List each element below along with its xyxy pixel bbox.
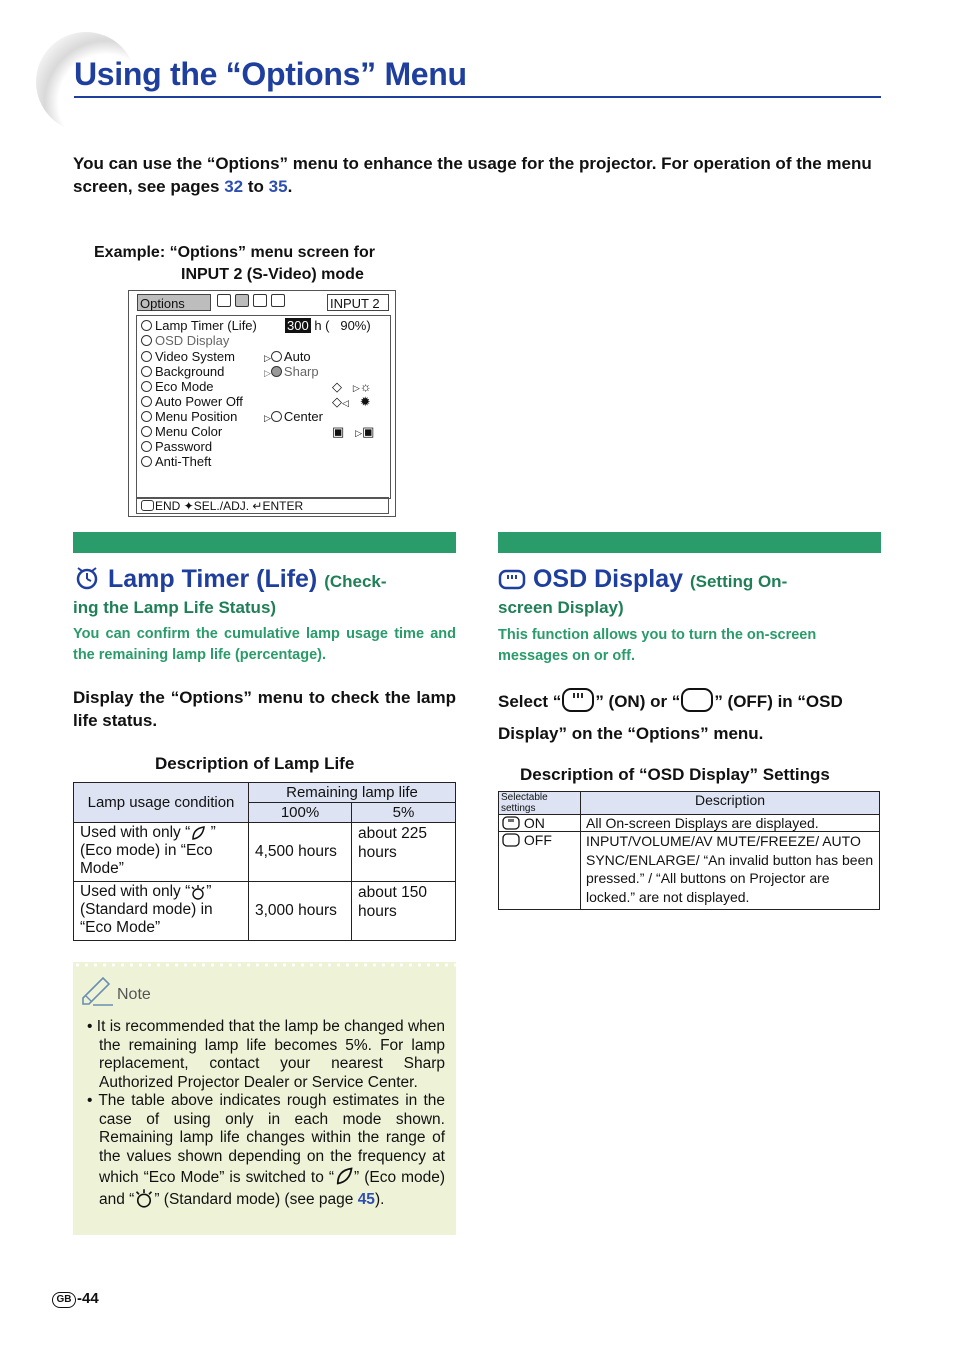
table-header-description: Description xyxy=(581,792,880,815)
condition-text: Used with only “ xyxy=(80,883,191,900)
note-box xyxy=(73,962,456,1235)
menu-item-background xyxy=(141,364,224,379)
osd-display-icon xyxy=(141,335,152,346)
osd-title-line xyxy=(498,563,881,598)
auto-power-off-icons: ◇◁ ✹ xyxy=(332,394,371,409)
osd-on-icon xyxy=(502,816,520,830)
osd-instruction-text: ” (OFF) in “OSD Display” on the “Options” menu. xyxy=(498,692,843,743)
menu-item-label: Auto Power Off xyxy=(155,394,243,409)
menu-item-label: OSD Display xyxy=(155,333,230,348)
lamp-title: Lamp Timer (Life) xyxy=(107,565,318,593)
note-bullet-1: • It is recommended that the lamp be changed when the remaining lamp life becomes 5%. For lamp replacement, contact your nearest Sharp Authorized Projector Dealer or Service Center. xyxy=(87,1018,446,1091)
osd-instruction xyxy=(498,686,881,750)
note-bullet-2-text: ” (Eco mode) and “ xyxy=(99,1169,445,1208)
lamp-section-heading xyxy=(73,563,456,618)
table-row xyxy=(74,882,456,941)
menu-item-label: Lamp Timer (Life) xyxy=(155,318,257,333)
osd-subtitle: screen Display) xyxy=(498,598,624,617)
menu-item-lamp-timer xyxy=(141,318,257,333)
condition-text: Used with only “ xyxy=(80,824,191,841)
example-caption xyxy=(94,242,375,286)
lamp-section-bar xyxy=(73,532,456,553)
video-system-value: ▷ Auto xyxy=(264,349,311,364)
page-title: Using the “Options” Menu xyxy=(74,56,467,92)
pencil-note-icon xyxy=(81,976,115,1006)
intro-to: to xyxy=(243,177,269,196)
condition-text: ” (Eco mode) in “Eco Mode” xyxy=(80,824,216,877)
note-dotted-top xyxy=(73,962,456,968)
menu-item-menu-color xyxy=(141,424,222,439)
options-tab-icon xyxy=(235,294,249,307)
note-bullet-1-text: It is recommended that the lamp be changed when the remaining lamp life becomes 5%. For lamp replacement, contact your nearest Sharp Authorized Projector Dealer or Service Center. xyxy=(96,1018,446,1091)
setting-cell xyxy=(499,832,581,910)
table-row xyxy=(499,815,880,832)
menu-position-icon xyxy=(141,411,152,422)
osd-title-small: (Setting On- xyxy=(689,572,788,591)
lamp-unit: h ( xyxy=(314,318,330,333)
menu-item-label: Anti-Theft xyxy=(155,454,212,469)
menu-color-icons: ▣ ▷▣ xyxy=(332,424,375,439)
page-link-35[interactable]: 35 xyxy=(268,177,288,196)
lamp-title-small: (Check- xyxy=(324,572,387,591)
intro-text: You can use the “Options” menu to enhance the usage for the projector. For operation of the menu screen, see pages xyxy=(73,154,872,196)
language-tab-icon xyxy=(253,294,267,307)
title-rule xyxy=(74,96,881,98)
osd-instruction-text: Select “ xyxy=(498,692,562,711)
menu-item-eco-mode xyxy=(141,379,214,394)
menu-item-menu-position xyxy=(141,409,237,424)
anti-theft-icon xyxy=(141,456,152,467)
example-caption-line2: INPUT 2 (S-Video) mode xyxy=(181,266,364,283)
page-number-text: -44 xyxy=(77,1290,99,1307)
hours-100-cell: 3,000 hours xyxy=(249,882,352,941)
hours-5-cell: about 225 hours xyxy=(352,823,456,882)
sharp-icon xyxy=(271,366,282,377)
osd-title: OSD Display xyxy=(532,565,684,593)
eco-leaf-icon xyxy=(334,1166,354,1186)
table-row xyxy=(74,823,456,882)
menu-items-panel xyxy=(136,315,391,499)
opaque-icon: ▣ xyxy=(332,424,345,439)
menu-item-label: Menu Position xyxy=(155,409,238,424)
background-value: ▷ Sharp xyxy=(264,364,319,379)
picture-tab-icon xyxy=(217,294,231,307)
eco-leaf-icon: ◇ xyxy=(332,379,342,394)
page-number xyxy=(52,1290,99,1308)
example-caption-line1: Example: “Options” menu screen for xyxy=(94,244,375,261)
lamp-life-table xyxy=(73,782,456,941)
note-bullet-2-text: ). xyxy=(374,1190,385,1208)
note-bullet-2: • The table above indicates rough estimates in the case of using only in each mode shown. Remaining lamp life changes within the range of the values shown depending on the frequency at which “Eco Mode” is switched to “ ” (Eco mode) and “ ” (Standard mode) (see page 45). xyxy=(87,1092,445,1208)
hours-100-cell: 4,500 hours xyxy=(249,823,352,882)
menu-item-label: Eco Mode xyxy=(155,379,214,394)
eco-leaf-icon xyxy=(190,825,206,841)
lamp-instruction: Display the “Options” menu to check the lamp life status. xyxy=(73,688,456,730)
standard-lamp-icon: ☼ xyxy=(359,379,372,394)
auto-power-off-icon xyxy=(141,396,152,407)
osd-off-icon xyxy=(680,686,714,714)
status-tab-icon xyxy=(271,294,285,307)
osd-on-icon xyxy=(561,686,595,714)
menu-item-label: Video System xyxy=(155,349,235,364)
input-indicator: INPUT 2 xyxy=(327,294,389,311)
menu-footer-text: END ✦SEL./ADJ. ↵ENTER xyxy=(155,499,304,513)
intro-paragraph xyxy=(73,152,883,198)
lamp-subtitle: ing the Lamp Life Status) xyxy=(73,598,277,617)
menu-item-video-system xyxy=(141,349,235,364)
background-icon xyxy=(141,366,152,377)
setting-cell xyxy=(499,815,581,832)
table-header-settings: Selectable settings xyxy=(499,792,581,815)
table-header-5: 5% xyxy=(352,803,456,823)
table-header-condition: Lamp usage condition xyxy=(74,783,249,823)
options-tab: Options xyxy=(137,294,211,311)
translucent-icon: ▣ xyxy=(362,424,375,439)
eco-mode-icons: ◇ ▷☼ xyxy=(332,379,372,394)
password-icon xyxy=(141,441,152,452)
lamp-timer-icon xyxy=(73,565,101,591)
menu-item-label: Background xyxy=(155,364,225,379)
menu-item-label: Menu Color xyxy=(155,424,223,439)
menu-item-anti-theft xyxy=(141,454,211,469)
osd-instruction-text: ” (ON) or “ xyxy=(595,692,681,711)
table-header-100: 100% xyxy=(249,803,352,823)
lamp-timer-value xyxy=(285,318,371,333)
menu-tab-icons xyxy=(217,294,295,311)
setting-label: OFF xyxy=(523,832,552,848)
lamp-timer-icon xyxy=(141,320,152,331)
condition-cell xyxy=(74,882,249,941)
note-title: Note xyxy=(117,986,151,1003)
menu-position-value: ▷ Center xyxy=(264,409,323,424)
options-menu-screen xyxy=(128,290,396,517)
table-header-remaining: Remaining lamp life xyxy=(249,783,456,803)
page-link-32[interactable]: 32 xyxy=(224,177,244,196)
background-label: Sharp xyxy=(283,364,319,379)
menu-item-auto-power-off xyxy=(141,394,243,409)
eco-leaf-icon: ◇ xyxy=(332,394,342,409)
osd-section-bar xyxy=(498,532,881,553)
eco-mode-icon xyxy=(141,381,152,392)
video-system-label: Auto xyxy=(283,349,311,364)
lamp-table-caption: Description of Lamp Life xyxy=(155,754,355,773)
osd-table-caption: Description of “OSD Display” Settings xyxy=(520,765,830,784)
osd-display-icon xyxy=(498,567,526,591)
menu-item-password xyxy=(141,439,212,454)
page-link-45[interactable]: 45 xyxy=(357,1190,375,1208)
menu-item-label: Password xyxy=(155,439,213,454)
lamp-title-line xyxy=(73,563,456,598)
center-icon xyxy=(271,411,282,422)
note-body xyxy=(87,1018,445,1209)
table-row xyxy=(499,832,880,910)
note-bullet-2-text: ” (Standard mode) (see page xyxy=(154,1190,358,1208)
timer-icon: ✹ xyxy=(359,394,371,409)
video-system-icon xyxy=(141,351,152,362)
intro-end: . xyxy=(287,177,293,196)
description-cell: All On-screen Displays are displayed. xyxy=(581,815,880,832)
gb-badge-icon: GB xyxy=(52,1292,76,1308)
menu-button-icon xyxy=(141,500,154,511)
description-cell: INPUT/VOLUME/AV MUTE/FREEZE/ AUTO SYNC/ENLARGE/ “An invalid button has been pressed.” / “All buttons on Projector are locked.” are not displayed. xyxy=(581,832,880,910)
menu-item-osd-display xyxy=(141,333,229,348)
standard-lamp-icon xyxy=(134,1188,154,1208)
menu-color-icon xyxy=(141,426,152,437)
note-bullet-2-text: The table above indicates rough estimates in the case of using only in each mode shown. Remaining lamp life changes within the range of the values shown depending on the frequency at which “Eco Mode” is switched to “ xyxy=(98,1092,445,1186)
menu-position-label: Center xyxy=(283,409,323,424)
osd-settings-table xyxy=(498,791,880,910)
auto-icon xyxy=(271,351,282,362)
hours-5-cell: about 150 hours xyxy=(352,882,456,941)
condition-text: ” (Standard mode) in “Eco Mode” xyxy=(80,883,213,936)
standard-lamp-icon xyxy=(190,884,206,900)
osd-description: This function allows you to turn the on-screen messages on or off. xyxy=(498,627,817,664)
osd-off-icon xyxy=(502,833,520,847)
setting-label: ON xyxy=(523,815,545,831)
osd-section-heading xyxy=(498,563,881,618)
condition-cell xyxy=(74,823,249,882)
menu-footer xyxy=(136,497,389,514)
lamp-description: You can confirm the cumulative lamp usage time and the remaining lamp life (percentage). xyxy=(73,626,456,663)
lamp-hours: 300 xyxy=(287,318,309,333)
lamp-percent: 90%) xyxy=(340,318,371,333)
